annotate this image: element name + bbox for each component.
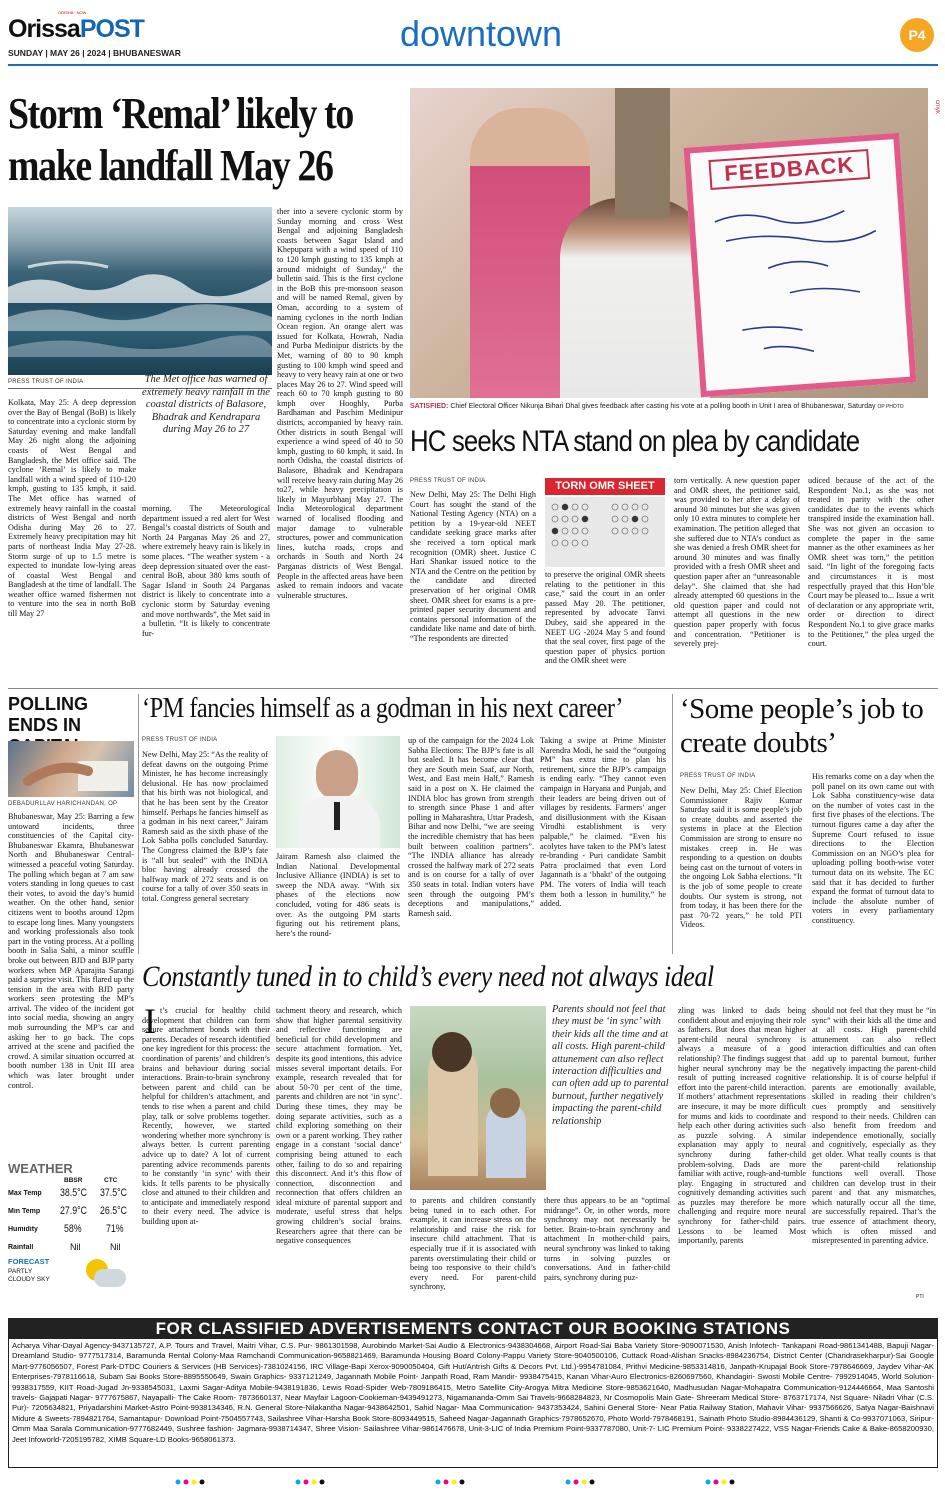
child-hair — [490, 1088, 520, 1118]
hc-col4: udiced because of the act of the Respondent No.1, as she was not treated in parity with the other candidates due to the events which transpired inside the examination hall. She was not given an occasion to complete the paper in the same manner as the other examinees as her OMR sheet was torn,” the petition said. “In light of the foregoing facts and circumstances it is most respectfully prayed that this Hon’ble Court may be pleased to... Issue a writ of declaration or any appropriate writ, order or direction to direct Respondent No.1 to give grace marks to the Petitioner,” the plea urged the court. — [808, 476, 934, 649]
weather-row — [8, 1187, 134, 1203]
weather-value: 71% — [106, 1223, 124, 1235]
feedback-photo — [410, 88, 928, 398]
pm-col1: New Delhi, May 25: “As the reality of defeat dawns on the outgoing Prime Minister, he has become increasingly delusional. He has now proclaimed that his birth was not biological, and that he has been sent by the Creator himself. Perhaps he fancies himself as a godman in his next career,” Jairam Ramesh said as the sixth phase of the Lok Sabha polls concluded Saturday. The Congress claimed the BJP’s fate is “all but sealed” with the INDIA bloc having already crossed the halfway mark of 272 seats and is on course for a tally of over 350 seats in total. Congress general secretary — [142, 750, 268, 903]
weather-title: WEATHER — [8, 1161, 73, 1176]
jairam-ramesh-photo — [276, 736, 400, 848]
dateline: SUNDAY | MAY 26 | 2024 | BHUBANESWAR — [8, 48, 181, 58]
mother-hair — [432, 1032, 472, 1072]
child-headline: Constantly tuned in to child’s every need not always ideal — [142, 960, 714, 993]
doubts-headline: ‘Some people’s job to create doubts’ — [680, 693, 924, 759]
weather-forecast-label: FORECAST — [8, 1257, 50, 1266]
logo-tag: ODISHA · NOW — [58, 10, 87, 15]
child-col5: zling was linked to dads being confident about and enjoying their role as fathers. But does that mean higher parent-child neural synchrony is always a measure of a good relationship? The findings suggest that higher neural synchrony may be the result of putting increased cognitive effort into the parent-child interaction. If mothers’ attachment representations are insecure, it may be more difficult for mums and kids to coordinate and help each other during activities such as puzzle solving. A similar explanation may apply to neural synchrony during father-child problem-solving. Dads are more familiar with active, rough-and-tumble play. Engaging in structured and cognitively demanding activities such as puzzles may therefore be more challenging and require more neural synchrony for father-child pairs. Lessons to be learned Most importantly, parents — [678, 1006, 806, 1246]
section-title: downtown — [399, 14, 563, 54]
polling-text: Bhubaneswar, May 25: Barring a few untoward incidents, three constituencies of the Capital city- Bhubaneswar Ekamra, Bhubaneswar North and Bhubaneswar Central- witnessed a peaceful voting Saturday. The polling which began at 7 am saw voters standing in long queues to cast their votes, to avoid the day’s humid weather. On the other hand, senior citizens went to booths around 12pm to escape long lines. Many youngsters and working professionals also took part in the voting process. At a polling booth in Salia Sahi, a minor scuffle broke out between BJD and BJP party workers when MP Aparajita Sarangi paid a surprise visit. This flared up the tension in the area with BJD party workers seen protesting the MP’s arrival. The video of the incident got into social media, showing an angry mob surrounding the MP’s car and asking her to go back. The cops arrived at the scene and pacified the crowd. A similar situation occurred at booth number 138 in Unit III area which was later brought under control. — [8, 812, 134, 1090]
cloud-icon — [94, 1269, 126, 1287]
logo — [8, 14, 168, 44]
mid-rule — [8, 688, 938, 689]
handwriting-scribbles — [703, 189, 905, 382]
hc-col1: New Delhi, May 25: The Delhi High Court has sought the stand of the National Testing Agency (NTA) on a petition by a 19-year-old NEET candidate seeking grace marks after she received a torn optical mark recognition (OMR) sheet. Justice C Hari Shankar issued notice to the NTA and the Centre on the petition by the candidate and directed preservation of her original OMR sheet. OMR sheet for exams is a pre-printed paper security document and contains personal information of the candidate like name and date of birth. “The respondents are directed — [410, 490, 536, 643]
classified-listings: Acharya Vihar-Dayal Agency-9437135727, A.P. Tours and Travel, Maitri Vihar, C.S. Pur- 9861301598, Aurobindo Market-Sai Audio & Electronics-9438304668, Airport Road-Sai Baba Variety Store-9090071530, Anish Infotech- Tankapani Road-9861341488, Bapuji Nagar- Dreamland Studio- 9777517314, Baramunda Rental Colony-Maa Ramchandi Communication-9658821469, Baramunda Housing Board Colony-Pappu Variety Store-9040500106, Cuttack Road-Alishan Snacks-8984236754, District Center (Chandrasekharpur)-Sai Google Mart-9776056507, Forest Park-DTDC Couriers & Services (HB Services)-7381024156, IRC Village-Bapi Xerox-9090050404, Gift Hut/Antrish Gifts & Decors Pvt. Ltd.)-9954781084, Prithvi Medicine-9853314816, Janpath-Krupajal Book Store-7978646669, Jaydev Vihar-AK Enterprises-7978116618, Subam Sai Books Store-8895550649, Swain Graphics- 9337121249, Jagannath Mobile Point- Janpath Road, Ram Mandir- 9938475415, Kanan Vihar-Auro Electronics-8260697560, Khandagiri- Swosti Mobile Centre- 7992914045, World Solution- 9938317559, KIIT Road-Jugad Jn-9338545031, Laxmi Sagar-Aditya Mobile-9438191836, Lewis Road-Spider Web-7809186415, Metro Satellite City-Arogya Mitra Medicine Store-9853621640, Madhusudan Nagar-Mohapatra Communication-9124446664, Maa Santoshi travels- Gajapati Nagar- 9777675867, Nayapalli- The Cake Room- 7873660137, Near Mayfair Lagoon-Cookieman-9439491273, Nigamananda-Omm Sai Travels-9668284823, Nr Cosmopolis Main Gate- Shreeram Medical Store- 8763717174, Nst Square- Niladri Vihar (C.S. Pur)- 7205634821, Priyadarshini Market-Astro Point-9938134346, R.N. General Store-Nilakantha Nagar-9438642501, Sahid Nagar- Maa Communication- 9437353424, Sahini General Store- Near Patia Railway Station, Mahavir Vihar- 9937566626, Satya Nagar-Baishnavi Midure & Sweets-7894821764, Samantapur- Download Point-7504557743, Sailashree Vihar-Harsha Book Store-8093449515, Saheed Nagar-Jagannath Graphics-7978652670, Photo World-7978468191, Sainath Photo Studio-8984436129, Shanti & Co-9937071063, Siripur-Omm Maa Sarala Communication-9777682449, Sushree fashion- Jagmara-9938714347, Shree Vision- Sailashree Vihar-9861476678, Unit-3-LIC of India Premium Point-9337787080, Unit-7- LIC Premium Point- 9338227422, VSS Nagar-Friends Cake & Bake-8658200930, Jeet Infoworld-7205195782, XIMB Square-LD Books-9658061373. — [12, 1341, 934, 1444]
man-figure — [560, 198, 710, 398]
weather-city-bbsr: BBSR — [64, 1177, 83, 1184]
weather-value: 27.9°C — [60, 1205, 88, 1217]
logo-word-post: POST — [79, 15, 144, 43]
hc-headline: HC seeks NTA stand on plea by candidate — [410, 425, 860, 458]
feedback-caption-lead: SATISFIED: — [410, 403, 449, 410]
weather-value: 38.5°C — [60, 1187, 88, 1199]
weather-value: 58% — [64, 1223, 82, 1235]
weather-value: 37.5°C — [100, 1187, 128, 1199]
feedback-board-title: FEEDBACK — [708, 149, 870, 190]
weather-value: Nil — [110, 1242, 121, 1252]
child-col4: there thus appears to be an “optimal midrange”. Or, in other words, more synchrony may not necessarily be better. Brain-to-brain synchrony and attachment In mother-child pairs, neural synchrony was linked to taking turns in solving puzzles or conversations. And in father-child pairs, synchrony during puz- — [544, 1196, 670, 1282]
pm-photo-caption: Jairam Ramesh also claimed the Indian National Developmental Inclusive Alliance (INDIA) is set to sweep the NDA away. “With six phases of the elections now concluded, voting for 486 seats is over. As the outgoing PM starts figuring out his retirement plans, here’s the round- — [276, 852, 400, 938]
polling-credit: DEBADURLLAV HARICHANDAN, OP — [8, 801, 118, 807]
registration-marks — [8, 1474, 938, 1488]
weather-row — [8, 1223, 134, 1239]
masthead-rule — [8, 64, 938, 66]
storm-col2: morning. The Meteorological department issued a red alert for West Bengal’s coastal districts of South and North 24 Parganas May 26 and 27, where extremely heavy rain is likely in some places. “The weather system - a deep depression situated over the east-central BoB, about 380 kms south of Sagar Island in South 24 Parganas district is likely to concentrate into a cyclonic storm by Saturday evening and move northwards”, the Met said in a bulletin. “It is likely to concentrate fur- — [142, 504, 270, 638]
weather-row — [8, 1205, 134, 1221]
child-col6: should not feel that they must be “in sync” with their kids all the time and at all costs. High parent-child attunement can also reflect interaction difficulties and can often add up to parental burnout, further negatively impacting the parent-child relationship. It is of course helpful if parents are emotionally available, skilled in reading their children’s cues promptly and sensitively respond to their needs. Children can also benefit from freedom and independence emotionally, socially and cognitively, especially as they get older. What really counts is that the parent-child relationship functions well overall. Those children can develop trust in their parent and that any mismatches, which naturally occur all the time, are successfully repaired. That’s the true essence of attachment theory, which is often missed and misrepresented in parenting advice. — [812, 1006, 936, 1246]
feedback-photo-credit: OP PHOTO — [877, 404, 904, 410]
child-col3: to parents and children constantly being tuned in to each other. For example, it can increase stress on the relationship and raise the risk for insecure child attachment. That is especially true if it is associated with parents overstimulating their child or being too responsive to their child’s every need. For parent-child synchrony, — [410, 1196, 536, 1292]
registration-dots-graphic — [8, 1475, 938, 1488]
voter-hands-graphic — [8, 741, 134, 797]
person-head — [316, 750, 358, 800]
page-number: P4 — [900, 18, 934, 52]
storm-col3: ther into a severe cyclonic storm by Sunday morning and cross West Bengal and adjoining Bangladesh coasts between Sagar Island and Khepupara with a wind speed of 110 to 120 kmph gusting to 135 kmph at around midnight of Sunday,” the bulletin said. This is the first cyclone in the BoB this pre-monsoon season and will be named Remal, given by Oman, according to a system of naming cyclones in the north Indian Ocean region. An orange alert was issued for Kolkata, Howrah, Nadia and Purba Medinipur districts by the Met, warning of 80 to 90 kmph gusting to 100 kmph wind speed and heavy to very heavy rain at one or two places May 26 to 27. Wind speed will reach 60 to 70 kmph gusting to 80 kmph over Hooghly, Purba Bardhaman and Paschim Medinipur districts, accompanied by heavy rain. Other districts in south Bengal will experience a wind speed of 40 to 50 kmph, gusting to 60 kmph, it said. In north Odisha, the coastal districts of Balasore, Bhadrak and Kendrapara will receive heavy rain during May 26 to27, while heavy precipitation is likely in Mayurbhanj May 27. The India Meteorological department warned of localised flooding and major damage to vulnerable structures, power and communication lines, kutcha roads, crops and orchards in South and North 24 Parganas districts of West Bengal. People in the affected areas have been asked to remain indoors and vacate vulnerable structures. — [277, 207, 403, 600]
child-credit: PTI — [916, 1294, 924, 1300]
polling-headline: POLLING ENDS IN — [8, 694, 88, 735]
hc-credit: PRESS TRUST OF INDIA — [410, 478, 486, 484]
hc-col2: to preserve the original OMR sheets relating to the petitioner in this case,” said the court in an order passed May 20. The petitioner, represented by advocate Tanvi Dubey, said she appeared in the NEET UG -2024 May 5 and found that the seal cover, first page of the question paper of physics portion and the OMR sheet were — [545, 570, 665, 666]
col-divider — [672, 694, 673, 954]
classified-banner: FOR CLASSIFIED ADVERTISEMENTS CONTACT OUR BOOKING STATIONS — [9, 1319, 937, 1339]
pm-col3: up of the campaign for the 2024 Lok Sabha Elections: The BJP’s fate is all but sealed. It has become clear that they are South mein Saaf, aur North, West, and East mein Half,” Ramesh said in a post on X. He claimed the INDIA bloc has grown from strength to strength since Phase 1 and after polling in Maharashtra, Uttar Pradesh, Bihar and now Delhi, “we are seeing the incredible chemistry that has been built between coalition partners”. “The INDIA alliance has already crossed the halfway mark of 272 seats and is on course for a tally of over 350 seats in total. Indian voters have seen through the outgoing PM’s deceptions and manipulations,” Ramesh said. — [408, 736, 534, 918]
child-col2: tachment theory and research, which show that higher parental sensitivity and reflective functioning are beneficial for child development and secure attachment formation. Yet, despite its good intentions, this advice misses several important details. For example, research revealed that for about 50-70 per cent of the time, parents and children are not ‘in sync’. During these times, they may be doing separate activities, such as a child exploring something on their own or a parent working. They rather engage in a constant ‘social dance’ comprising being attuned to each other, failing to do so and repairing this disconnect. And it’s this flow of connection, disconnection and reconnection that offers children an ideal mixture of parental support and moderate, useful stress that helps growing children’s social brains. Researchers agree that there can be negative consequences — [276, 1006, 402, 1246]
microphone-icon — [334, 802, 340, 830]
col-divider — [138, 694, 139, 954]
storm-photo-credit: PRESS TRUST OF INDIA — [8, 379, 84, 385]
child-col1: t’s crucial for healthy child development that children can form secure attachment bonds with their parents. Decades of research identified one key ingredient for this process: the coordination of parents’ and children’s brains and behaviour during social interactions. Brain-to-brain synchrony between parent and child can be helpful for children’s attachment, and tends to rise when a parent and child play, talk or solve problems together. Recently, however, we started wondering whether more synchrony is always better. Is current parenting advice up to date? A lot of current parenting advice recommends parents to be constantly ‘in sync’ with their kids. It tells parents to be physically close and attuned to their children and to anticipate and immediately respond to their every need. The advice is building upon at- — [142, 1006, 270, 1227]
storm-sea-photo — [8, 207, 272, 375]
weather-value: 26.5°C — [100, 1205, 128, 1217]
tree-trunk — [615, 88, 670, 218]
masthead — [8, 10, 938, 68]
pm-headline: ‘PM fancies himself as a godman in his next career’ — [142, 693, 623, 724]
weather-label: Max Temp — [8, 1190, 42, 1197]
storm-pull-quote: The Met office has warned of extremely heavy rainfall in the coastal districts of Balasore, Bhadrak and Kendrapara during May 26 to 27 — [142, 374, 270, 435]
feedback-caption-text: Chief Electoral Officer Nikunja Bihari Dhal gives feedback after casting his vote at a polling booth in Unit I area of Bhubaneswar, Saturday — [450, 403, 876, 410]
doubts-credit: PRESS TRUST OF INDIA — [680, 773, 756, 779]
feedback-board — [684, 133, 917, 397]
child-pull-quote: Parents should not feel that they must be ‘in sync’ with their kids all the time and at all costs. High parent-child attunement can also reflect interaction difficulties and can often add up to parental burnout, further negatively impacting the parent-child relationship — [552, 1004, 669, 1127]
storm-col1: Kolkata, May 25: A deep depression over the Bay of Bengal (BoB) is likely to concentrate into a cyclonic storm by Saturday evening and make landfall May 26 night along the adjoining coasts of West Bengal and Bangladesh, the Met office said. The cyclone ‘Remal’ is likely to make landfall with a wind speed of 110-120 kmph, gusting to 135 kmph, it said. The Met office has warned of extremely heavy rainfall in the coastal districts of West Bengal and north Odisha during May 26 to 27. Extremely heavy precipitation may hit parts of northeast India May 27-28. Storm surge of up to 1.5 metre is expected to inundate low-lying areas of coastal West Bengal and Bangladesh at the time of landfall. The weather office warned fishermen not to venture into the sea in north BoB till May 27 — [8, 398, 136, 619]
polling-photo — [8, 741, 134, 797]
weather-label: Humidity — [8, 1226, 38, 1233]
torn-omr-label: TORN OMR SHEET — [545, 478, 665, 495]
waves-graphic — [8, 207, 272, 375]
weather-label: Rainfall — [8, 1244, 34, 1251]
hc-col3: torn vertically. A new question paper and OMR sheet, the petitioner said, was provided to her after a delay of around 30 minutes but she was given only 10 extra minutes to complete her examination. The petition alleged that she suffered due to NTA’s conduct as she was denied a fresh OMR sheet for around 30 minutes and was finally provided with a fresh OMR sheet and question paper after an “unreasonable delay”. She claimed that she had already attempted 60 questions in the old question paper and could not attempt all questions in the new question paper properly with focus and concentration. “Petitioner is severely prej- — [674, 476, 800, 649]
omr-sheet-image — [545, 497, 665, 567]
pm-credit: PRESS TRUST OF INDIA — [142, 737, 218, 743]
classified-box — [8, 1318, 938, 1468]
feedback-caption — [410, 402, 928, 412]
logo-word-orissa: Orissa — [8, 15, 80, 43]
weather-forecast: PARTLY CLOUDY SKY — [8, 1268, 50, 1283]
storm-headline: Storm ‘Remal’ likely to make landfall May 26 — [8, 89, 353, 190]
weather-label: Min Temp — [8, 1208, 41, 1215]
doubts-col1: New Delhi, May 25: Chief Election Commissioner Rajiv Kumar Saturday said it is some people’s job to create doubts and asserted the systems in place at the Election Commission are strong to ensure no mistakes creep in. He was responding to a question on doubts being cast on the turnout of voters in the ongoing Lok Sabha elections. “It is the job of some people to create doubts. Our system is strong, not from today, it has been there for the past 70-72 years,” he told PTI Videos. — [680, 786, 802, 930]
weather-city-ctc: CTC — [104, 1177, 118, 1184]
mother-daughter-photo — [410, 1006, 546, 1190]
side-cmyk-label: cmyk — [934, 100, 940, 114]
weather-row — [8, 1241, 134, 1257]
child-dropcap: I — [144, 1004, 156, 1038]
omr-bubbles-graphic — [545, 497, 665, 567]
weather-box — [8, 1157, 134, 1307]
pm-col4: Taking a swipe at Prime Minister Narendra Modi, he said the “outgoing PM” has extra time to plan his retirement, since the BJP’s campaign is ending early. “They cannot even campaign in Haryana and Punjab, and their leaders are being driven out of villages by residents. Farmers’ anger and disillusionment with the Kisaan Virodhi establishment is very palpable,” he claimed. “Even his acolytes have taken to the PM’s latest re-branding - Puri candidate Sambit Patra proclaimed that even Lord Jagannath is a ‘bhakt’ of the outgoing PM. The voters of India will teach them both a lesson in humility,” he added. — [540, 736, 666, 909]
sun-cloud-icon — [82, 1257, 128, 1291]
weather-value: Nil — [70, 1242, 81, 1252]
doubts-col2: His remarks come on a day when the poll panel on its own came out with Lok Sabha constituency-wise data on the number of votes cast in the first five phases of the elections. The turnout figures came a day after the Supreme Court refused to issue directions to the Election Commission on an NGO’s plea for uploading polling booth-wise voter turnout data on its website. The EC said that it has decided to further expand the format of turnout data to include the absolute number of voters in every parliamentary constituency. — [812, 772, 934, 925]
